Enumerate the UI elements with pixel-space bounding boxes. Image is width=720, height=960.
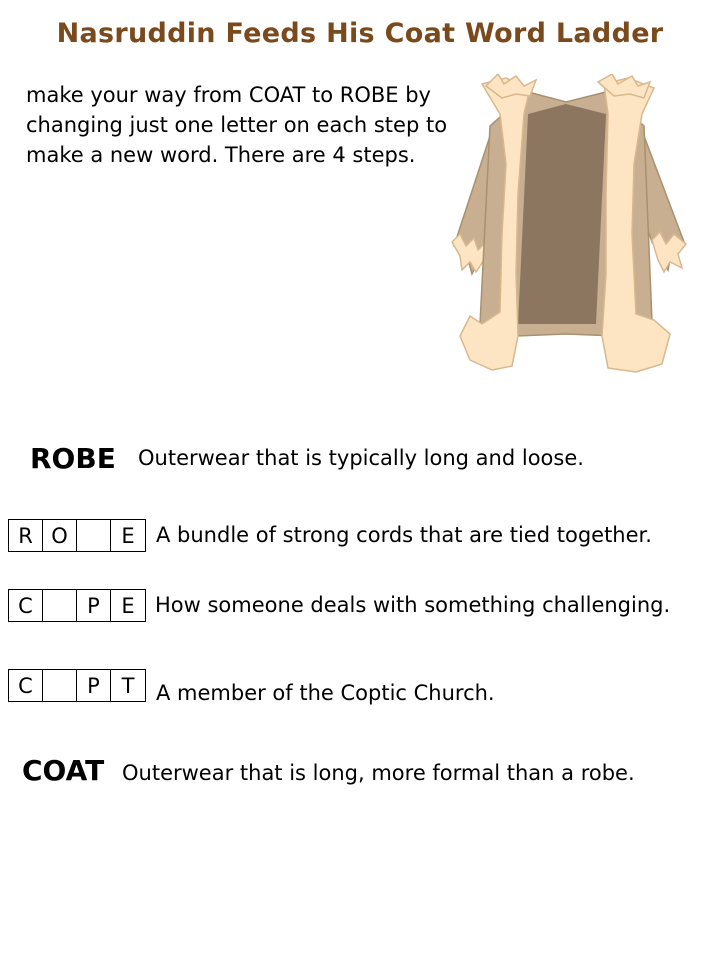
- row-3-clue: A member of the Coptic Church.: [156, 681, 495, 705]
- letter-box[interactable]: E: [121, 523, 135, 548]
- row-1-clue: A bundle of strong cords that are tied together.: [156, 523, 652, 547]
- letter-box[interactable]: [43, 670, 77, 701]
- letter-box[interactable]: T: [121, 673, 135, 698]
- row-2-clue: How someone deals with something challenging.: [155, 593, 671, 617]
- top-word: ROBE: [30, 442, 116, 475]
- page-title: Nasruddin Feeds His Coat Word Ladder: [56, 18, 664, 49]
- bottom-word-clue: Outerwear that is long, more formal than a robe.: [122, 761, 635, 785]
- letter-box[interactable]: E: [121, 593, 135, 618]
- bottom-word: COAT: [22, 754, 105, 787]
- letter-box[interactable]: P: [77, 590, 111, 621]
- top-word-clue: Outerwear that is typically long and loose.: [138, 446, 584, 470]
- letter-box[interactable]: [77, 520, 111, 551]
- letter-boxes-row-2: [8, 589, 146, 622]
- letter-boxes-row-1: [8, 519, 146, 552]
- letter-box[interactable]: O: [43, 520, 77, 551]
- letter-box[interactable]: C: [9, 670, 43, 701]
- letter-box[interactable]: R: [9, 520, 43, 551]
- letter-box[interactable]: P: [77, 670, 111, 701]
- letter-box[interactable]: [43, 590, 77, 621]
- letter-boxes-row-3: [8, 669, 146, 702]
- fur-coat-icon: [446, 74, 692, 376]
- instructions: make your way from COAT to ROBE by changing just one letter on each step to make a new word. There are 4 steps.: [26, 83, 448, 167]
- letter-box[interactable]: C: [9, 590, 43, 621]
